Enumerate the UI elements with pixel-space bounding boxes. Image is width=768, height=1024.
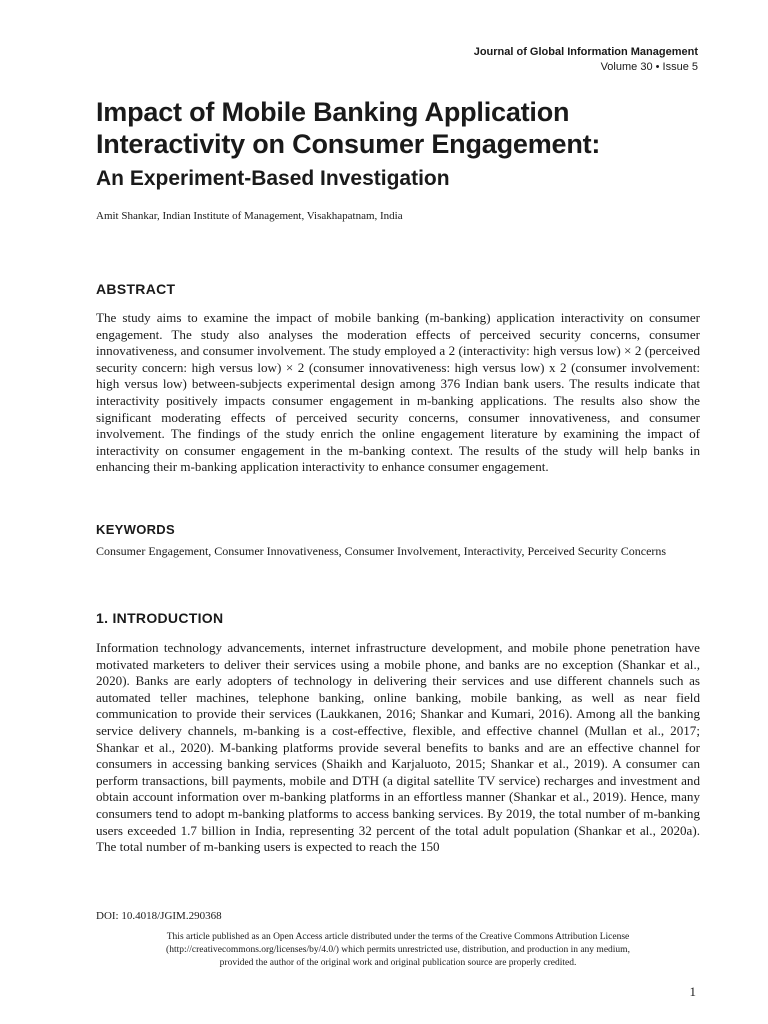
- title-block: [96, 96, 706, 222]
- keywords-text: Consumer Engagement, Consumer Innovativeness, Consumer Involvement, Interactivity, Perceived Security Concerns: [96, 544, 667, 558]
- abstract-text: The study aims to examine the impact of mobile banking (m-banking) application interactivity on consumer engagement. The study also analyses the moderation effects of perceived security concerns, consumer innovativeness, and consumer involvement. The study employed a 2 (interactivity: high versus low) × 2 (perceived security concern: high versus low) × 2 (consumer innovativeness: high versus low) x 2 (consumer involvement: high versus low) between-subjects experimental design among 376 Indian bank users. The results indicate that interactivity positively impacts consumer engagement in m-banking applications. The results also show the significant moderating effects of perceived security concerns, consumer innovativeness, and consumer involvement. The findings of the study enrich the online engagement literature by examining the impact of interactivity on consumer engagement in the m-banking context. The results of the study will help banks in enhancing their m-banking application interactivity to enhance consumer engagement.: [96, 310, 700, 475]
- license-line: This article published as an Open Access article distributed under the terms of the Creative Commons Attribution License: [166, 932, 630, 942]
- journal-name: Journal of Global Information Management: [473, 46, 698, 58]
- page-number: 1: [689, 984, 696, 999]
- paper-title: Impact of Mobile Banking Application Interactivity on Consumer Engagement:: [96, 97, 601, 159]
- volume-issue: Volume 30 • Issue 5: [600, 61, 698, 73]
- license-line: provided the author of the original work and original publication source are properly credited.: [219, 958, 577, 968]
- keywords-heading: KEYWORDS: [96, 522, 175, 537]
- paper-subtitle: An Experiment-Based Investigation: [96, 167, 450, 190]
- introduction-text: Information technology advancements, internet infrastructure development, and mobile phone penetration have motivated marketers to deliver their services using a mobile phone, and banks are no exception (Shankar et al., 2020). Banks are early adopters of technology in delivering their services and use different channels such as automated teller machines, telephone banking, online banking, mobile banking, as well as near field communication to provide their services (Laukkanen, 2016; Shankar and Kumari, 2016). Among all the banking service delivery channels, m-banking is a cost-effective, flexible, and effective channel (Mullan et al., 2017; Shankar et al., 2020). M-banking platforms provide several benefits to banks and are an effective channel for consumers in accessing banking services (Shaikh and Karjaluoto, 2015; Shankar et al., 2019). A consumer can perform transactions, bill payments, mobile and DTH (a digital satellite TV service) recharges and investment and obtain account information over m-banking platforms in an effortless manner (Shankar et al., 2019). Hence, many consumers tend to adopt m-banking platforms to access banking services. By 2019, the total number of m-banking users exceeded 1.7 billion in India, representing 32 percent of the total adult population (Shankar et al., 2020a). The total number of m-banking users is expected to reach the 150: [96, 640, 700, 855]
- license-line: (http://creativecommons.org/licenses/by/4.0/) which permits unrestricted use, distribution, and production in any medium,: [166, 945, 630, 955]
- abstract-heading: ABSTRACT: [96, 281, 176, 297]
- author-line: Amit Shankar, Indian Institute of Management, Visakhapatnam, India: [96, 210, 403, 222]
- introduction-heading: 1. INTRODUCTION: [96, 610, 224, 626]
- license-notice: [96, 931, 700, 970]
- doi-label: DOI: 10.4018/JGIM.290368: [96, 910, 222, 922]
- journal-header: [474, 45, 698, 75]
